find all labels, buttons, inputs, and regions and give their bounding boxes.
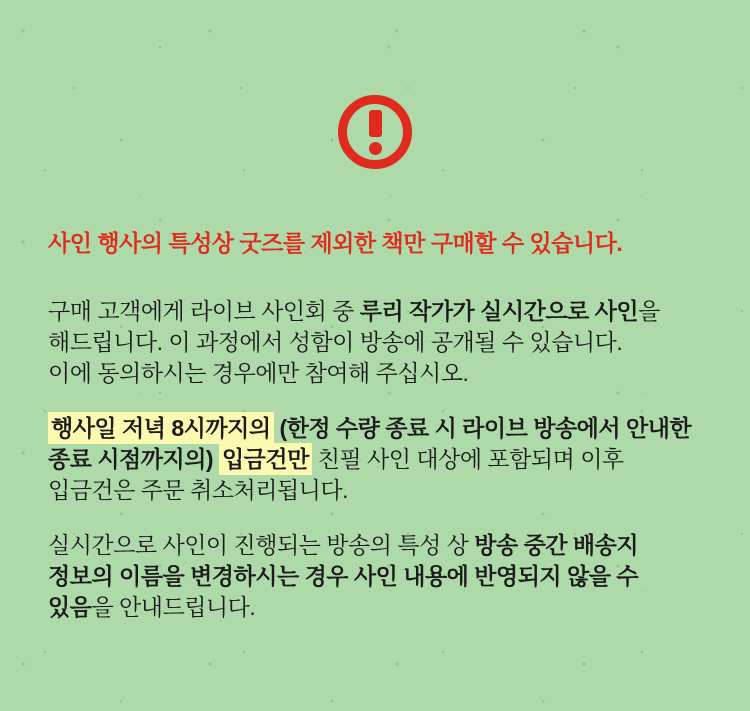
icon-area [0,0,750,169]
text-segment: 루리 작가가 실시간으로 사인 [359,298,639,324]
notice-heading: 사인 행사의 특성상 굿즈를 제외한 책만 구매할 수 있습니다. [48,230,623,256]
text-segment: 입금건은 주문 취소처리됩니다. [48,477,349,503]
text-segment: 행사일 저녁 8시까지의 [48,412,274,444]
text-segment: 종료 시점까지의) [48,446,214,472]
exclamation-bar [369,110,382,137]
text-segment: 정보의 이름을 변경하시는 경우 사인 내용에 반영되지 않을 수 [48,563,639,589]
text-segment: 해드립니다. 이 과정에서 성함이 방송에 공개될 수 있습니다. [48,329,623,355]
text-segment: 친필 사인 대상에 포함되며 이후 [311,446,624,472]
exclamation-circle-icon [338,95,412,169]
text-segment: 입금건만 [219,443,312,475]
text-segment: 이에 동의하시는 경우에만 참여해 주십시오. [48,360,469,386]
text-segment: 을 [638,298,660,324]
text-segment: 실시간으로 사인이 진행되는 방송의 특성 상 [48,532,475,558]
text-segment: 을 안내드립니다. [91,594,256,620]
text-segment: 방송 중간 배송지 [474,532,639,558]
text-segment: 구매 고객에게 라이브 사인회 중 [48,298,360,324]
notice-paragraph-deadline [48,413,720,506]
notice-paragraph-signing [48,296,720,389]
text-segment: 있음 [48,594,92,620]
exclamation-dot [369,142,382,155]
notice-paragraph-address-change [48,530,720,623]
text-segment: (한정 수량 종료 시 라이브 방송에서 안내한 [279,415,692,441]
notice-content [0,228,750,623]
